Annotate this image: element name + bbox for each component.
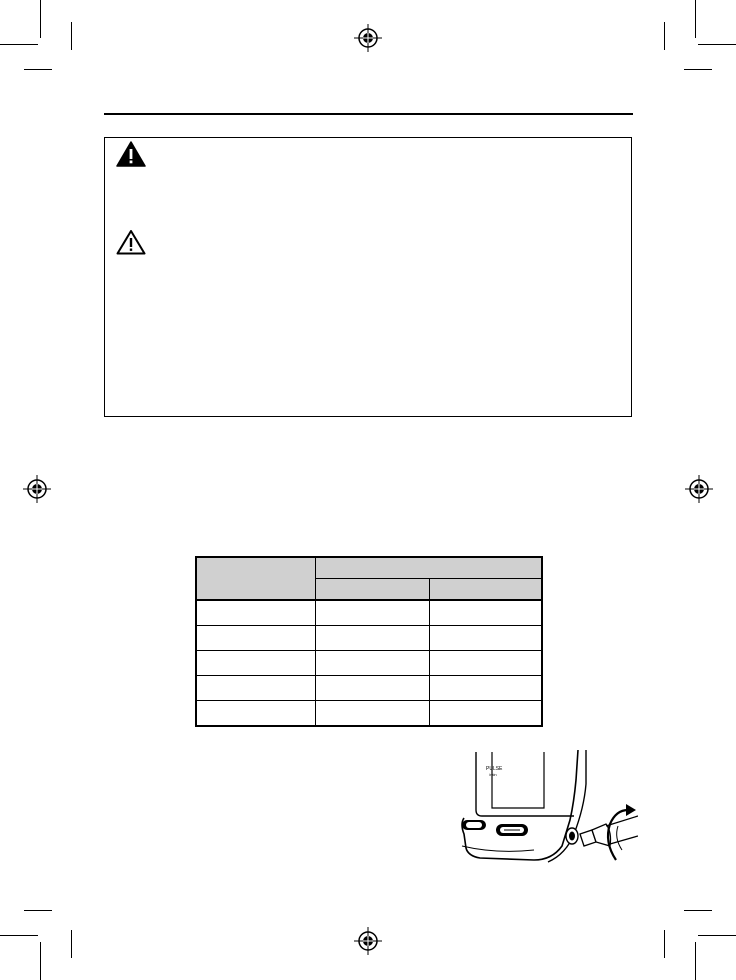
table-header-cell xyxy=(315,579,429,601)
crop-mark xyxy=(698,935,736,936)
caution-outline-icon xyxy=(116,229,146,255)
table-cell xyxy=(196,676,315,701)
crop-mark xyxy=(684,69,712,70)
table-cell xyxy=(429,651,542,676)
table-cell xyxy=(196,626,315,651)
table-header-cell xyxy=(315,557,542,579)
crop-mark xyxy=(40,0,41,38)
registration-mark-icon xyxy=(354,927,382,955)
crop-mark xyxy=(71,930,72,958)
crop-mark xyxy=(24,69,52,70)
table-cell xyxy=(429,600,542,626)
table-header-cell xyxy=(196,557,315,600)
table-cell xyxy=(315,651,429,676)
table-cell xyxy=(196,600,315,626)
spec-table xyxy=(195,556,543,727)
table-row xyxy=(196,676,542,701)
table-cell xyxy=(315,626,429,651)
table-cell xyxy=(429,626,542,651)
crop-mark xyxy=(684,910,712,911)
warning-filled-icon xyxy=(116,141,146,167)
warning-box xyxy=(104,137,632,417)
crop-mark xyxy=(0,935,38,936)
registration-mark-icon xyxy=(354,24,382,52)
table-cell xyxy=(315,676,429,701)
crop-mark xyxy=(695,942,696,980)
table-cell xyxy=(429,676,542,701)
table-cell xyxy=(196,701,315,727)
crop-mark xyxy=(40,942,41,980)
registration-mark-icon xyxy=(685,475,713,503)
crop-mark xyxy=(71,22,72,50)
table-row xyxy=(196,600,542,626)
crop-mark xyxy=(24,910,52,911)
table-cell xyxy=(196,651,315,676)
table-row xyxy=(196,626,542,651)
header-rule xyxy=(104,113,633,115)
table-cell xyxy=(315,600,429,626)
crop-mark xyxy=(695,0,696,38)
svg-text:/min: /min xyxy=(489,772,497,777)
device-label: PULSE xyxy=(486,766,503,772)
table-cell xyxy=(315,701,429,727)
crop-mark xyxy=(0,44,38,45)
table-row xyxy=(196,701,542,727)
registration-mark-icon xyxy=(23,475,51,503)
device-illustration xyxy=(456,750,638,868)
crop-mark xyxy=(664,930,665,958)
table-header-cell xyxy=(429,579,542,601)
table-row xyxy=(196,651,542,676)
table-cell xyxy=(429,701,542,727)
crop-mark xyxy=(698,44,736,45)
crop-mark xyxy=(664,22,665,50)
